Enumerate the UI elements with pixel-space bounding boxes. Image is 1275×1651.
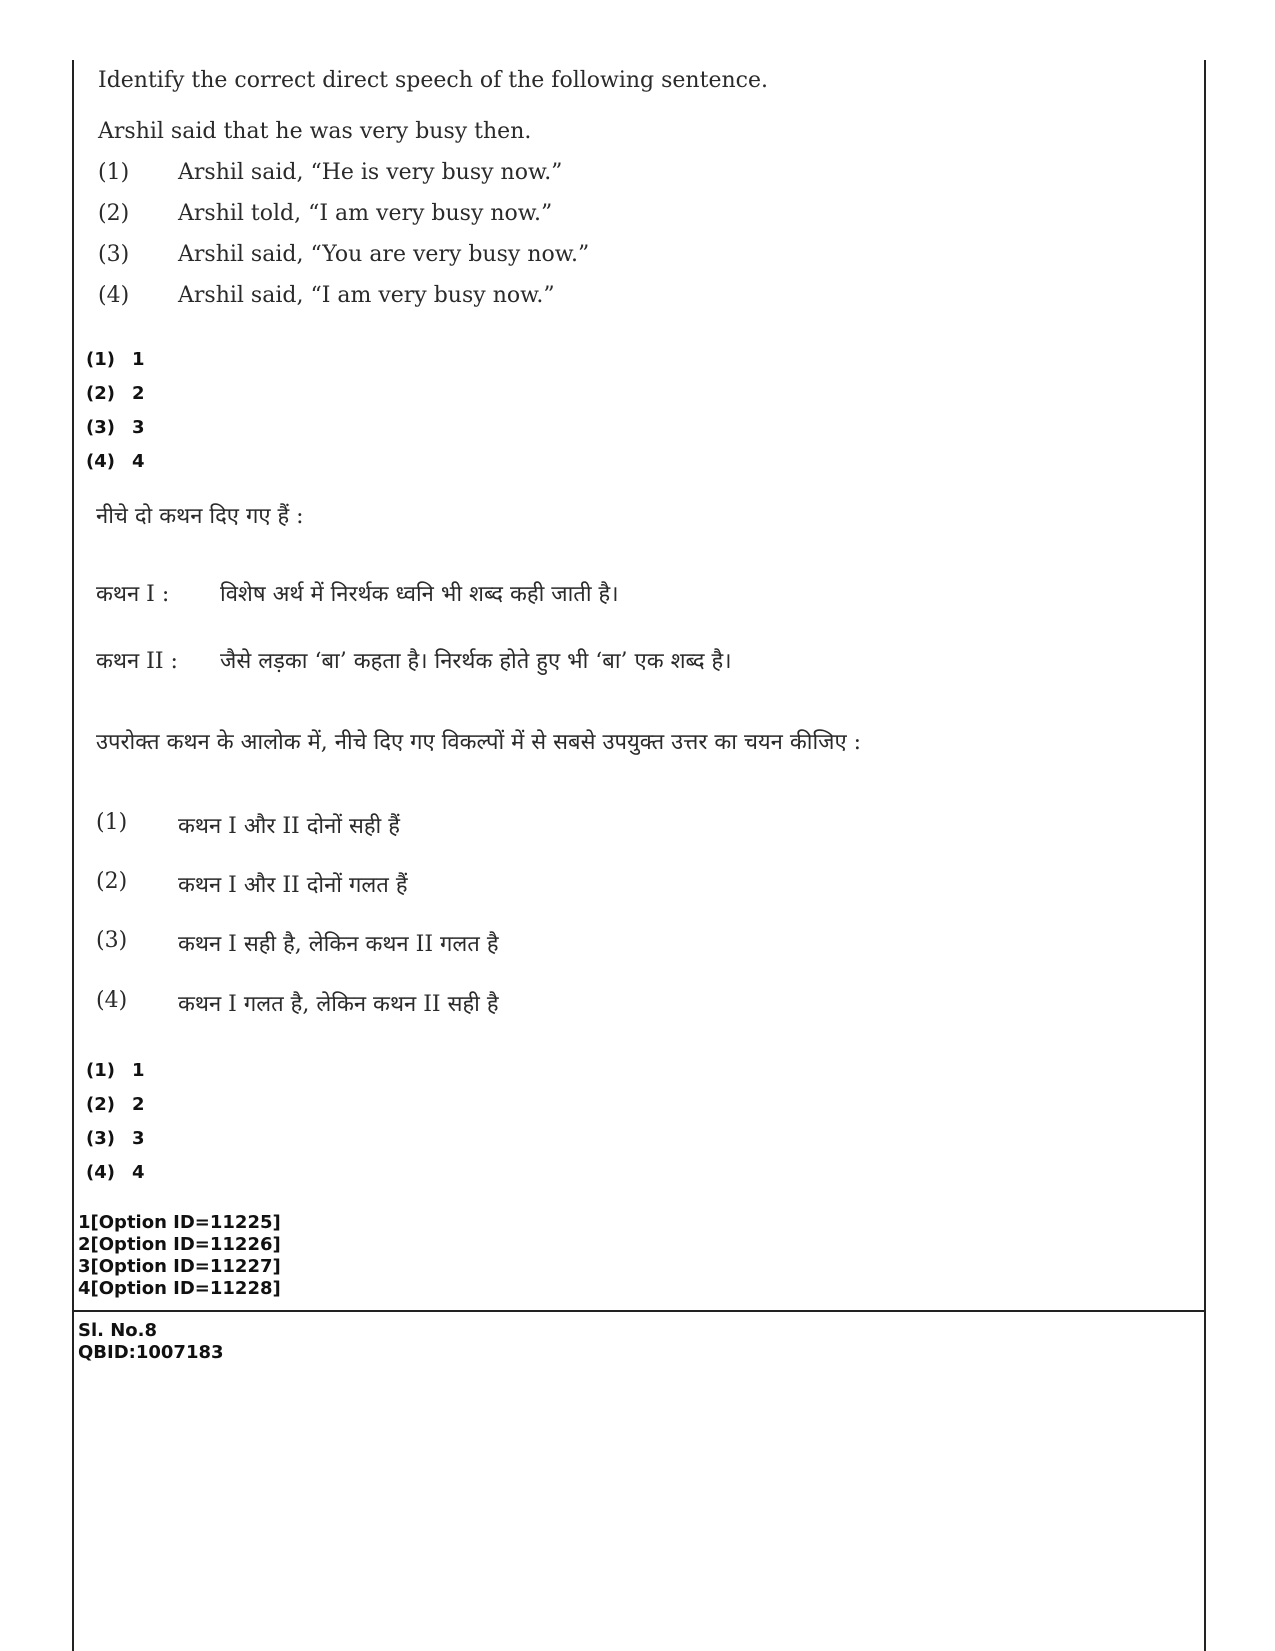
answer-choice[interactable]	[86, 1162, 145, 1183]
choice-label: (4)	[86, 451, 115, 472]
question-sentence: Arshil said that he was very busy then.	[98, 119, 532, 144]
answer-choice[interactable]	[86, 1094, 145, 1115]
option-number: (3)	[96, 928, 128, 953]
statement-label: कथन I :	[96, 582, 170, 607]
option-text: Arshil said, “You are very busy now.”	[178, 242, 590, 267]
choice-value: 2	[132, 383, 145, 404]
option-text: कथन I सही है, लेकिन कथन II गलत है	[178, 932, 499, 957]
option-text: Arshil said, “He is very busy now.”	[178, 160, 563, 185]
question-instruction: उपरोक्त कथन के आलोक में, नीचे दिए गए विकल्पों में से सबसे उपयुक्त उत्तर का चयन कीजिए :	[96, 730, 862, 755]
choice-label: (3)	[86, 417, 115, 438]
choice-label: (4)	[86, 1162, 115, 1183]
page-border-left	[72, 60, 74, 1651]
option-number: (4)	[98, 283, 130, 308]
option-text: कथन I और II दोनों सही हैं	[178, 814, 400, 839]
choice-value: 4	[132, 451, 145, 472]
statement-text: जैसे लड़का ‘बा’ कहता है। निरर्थक होते हुए भी ‘बा’ एक शब्द है।	[220, 649, 732, 674]
page-border-right	[1204, 60, 1206, 1651]
statement-label: कथन II :	[96, 649, 178, 674]
choice-value: 1	[132, 1060, 145, 1081]
question-prompt: Identify the correct direct speech of the following sentence.	[98, 68, 768, 93]
option-id-line: 4[Option ID=11228]	[78, 1278, 281, 1299]
answer-choice[interactable]	[86, 1128, 145, 1149]
choice-value: 3	[132, 417, 145, 438]
answer-choice[interactable]	[86, 383, 145, 404]
choice-value: 1	[132, 349, 145, 370]
option-number: (1)	[98, 160, 130, 185]
option-text: कथन I गलत है, लेकिन कथन II सही है	[178, 992, 499, 1017]
option-number: (2)	[96, 869, 128, 894]
answer-choice[interactable]	[86, 1060, 145, 1081]
choice-value: 4	[132, 1162, 145, 1183]
answer-choice[interactable]	[86, 417, 145, 438]
option-number: (1)	[96, 810, 128, 835]
option-id-line: 3[Option ID=11227]	[78, 1256, 281, 1277]
choice-label: (2)	[86, 383, 115, 404]
answer-choice[interactable]	[86, 451, 145, 472]
option-id-line: 1[Option ID=11225]	[78, 1212, 281, 1233]
question-divider	[72, 1310, 1206, 1312]
option-id-line: 2[Option ID=11226]	[78, 1234, 281, 1255]
choice-value: 2	[132, 1094, 145, 1115]
choice-label: (1)	[86, 349, 115, 370]
qbid-label: QBID:1007183	[78, 1342, 224, 1363]
choice-label: (3)	[86, 1128, 115, 1149]
option-text: Arshil told, “I am very busy now.”	[178, 201, 553, 226]
serial-number: Sl. No.8	[78, 1320, 158, 1341]
option-number: (3)	[98, 242, 130, 267]
answer-choice[interactable]	[86, 349, 145, 370]
choice-label: (1)	[86, 1060, 115, 1081]
option-text: Arshil said, “I am very busy now.”	[178, 283, 555, 308]
option-number: (2)	[98, 201, 130, 226]
choice-value: 3	[132, 1128, 145, 1149]
choice-label: (2)	[86, 1094, 115, 1115]
statement-text: विशेष अर्थ में निरर्थक ध्वनि भी शब्द कही जाती है।	[220, 582, 619, 607]
option-text: कथन I और II दोनों गलत हैं	[178, 873, 408, 898]
option-number: (4)	[96, 988, 128, 1013]
question-intro: नीचे दो कथन दिए गए हैं :	[96, 504, 304, 529]
